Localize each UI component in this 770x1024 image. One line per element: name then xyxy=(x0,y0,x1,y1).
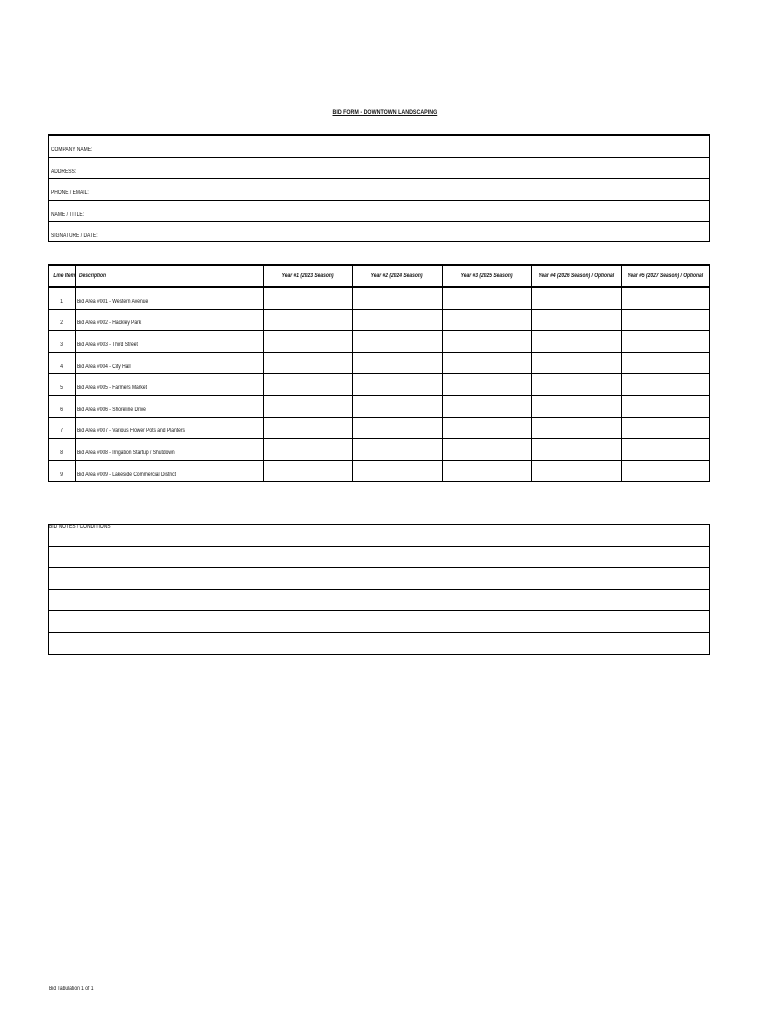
page-footer: Bid Tabulation 1 of 1 xyxy=(49,986,94,992)
line-item-number xyxy=(49,310,75,331)
line-item-description xyxy=(77,353,142,374)
address-row[interactable] xyxy=(49,158,709,180)
header-year-3-label: Year #3 (2025 Season) xyxy=(460,273,513,279)
note-line[interactable] xyxy=(49,590,709,612)
table-row xyxy=(49,418,709,440)
line-item-number xyxy=(49,288,75,309)
header-year-2 xyxy=(352,266,442,286)
line-item-description-text: Bid Area #003 - Third Street xyxy=(77,341,138,348)
line-item-number-text: 8 xyxy=(60,449,64,456)
line-items-table xyxy=(48,264,710,482)
table-row xyxy=(49,331,709,353)
line-item-number xyxy=(49,418,75,439)
table-row xyxy=(49,353,709,375)
line-item-description xyxy=(77,288,164,309)
header-year-5-label: Year #5 (2027 Season) / Optional xyxy=(627,273,703,279)
line-item-description-text: Bid Area #002 - Hackley Park xyxy=(77,320,142,327)
line-item-description xyxy=(77,418,209,439)
contact-block xyxy=(48,134,710,242)
name-title-label: NAME / TITLE: xyxy=(51,211,84,218)
bid-notes-box[interactable] xyxy=(48,524,710,655)
line-item-description xyxy=(77,396,161,417)
line-item-number-text: 2 xyxy=(60,320,64,327)
bid-notes-label: BID NOTES / CONDITIONS xyxy=(49,524,111,530)
signature-date-row[interactable] xyxy=(49,222,709,244)
line-item-description xyxy=(77,439,196,460)
line-item-description-text: Bid Area #001 - Western Avenue xyxy=(77,298,149,305)
line-item-description xyxy=(77,310,155,331)
line-item-description-text: Bid Area #005 - Farmers Market xyxy=(77,385,148,392)
document-title: BID FORM - DOWNTOWN LANDSCAPING xyxy=(332,109,438,116)
line-item-number-text: 6 xyxy=(60,406,64,413)
company-name-row[interactable] xyxy=(49,136,709,158)
note-line[interactable] xyxy=(49,633,709,655)
address-label: ADDRESS: xyxy=(51,168,77,175)
table-row xyxy=(49,461,709,483)
line-item-number xyxy=(49,461,75,483)
line-item-description-text: Bid Area #009 - Lakeside Commercial District xyxy=(77,472,176,479)
header-year-5 xyxy=(621,266,709,286)
line-item-description-text: Bid Area #007 - Various Flower Pots and Planters xyxy=(77,428,185,435)
header-year-2-label: Year #2 (2024 Season) xyxy=(371,273,423,279)
header-description-label: Description xyxy=(79,273,107,279)
line-item-number-text: 5 xyxy=(60,385,64,392)
header-year-1-label: Year #1 (2023 Season) xyxy=(281,273,334,279)
line-item-description-text: Bid Area #004 - City Hall xyxy=(77,363,131,370)
line-item-number-text: 4 xyxy=(60,363,64,370)
line-item-number-text: 9 xyxy=(60,472,64,479)
name-title-row[interactable] xyxy=(49,201,709,223)
table-header-row xyxy=(49,266,709,288)
table-row xyxy=(49,374,709,396)
line-item-description xyxy=(77,331,151,352)
company-name-label: COMPANY NAME: xyxy=(51,147,93,153)
header-line-item xyxy=(51,266,77,286)
note-line[interactable] xyxy=(49,525,709,547)
line-item-number xyxy=(49,374,75,395)
line-item-number xyxy=(49,439,75,460)
table-row xyxy=(49,396,709,418)
line-item-description xyxy=(77,461,198,483)
header-description xyxy=(79,266,112,286)
line-item-description-text: Bid Area #008 - Irrigation Startup / Shutdown xyxy=(77,449,175,456)
note-line[interactable] xyxy=(49,611,709,633)
line-item-number xyxy=(49,353,75,374)
line-item-number-text: 1 xyxy=(60,298,64,305)
line-item-description-text: Bid Area #006 - Shoreline Drive xyxy=(77,406,146,413)
line-item-number xyxy=(49,396,75,417)
header-year-3 xyxy=(442,266,531,286)
header-year-4 xyxy=(531,266,621,286)
footer-wrap xyxy=(49,977,103,995)
signature-date-label: SIGNATURE / DATE: xyxy=(51,233,98,240)
phone-email-label: PHONE / EMAIL: xyxy=(51,190,89,197)
title-wrap xyxy=(0,101,770,119)
table-row xyxy=(49,310,709,332)
line-item-number xyxy=(49,331,75,352)
table-row xyxy=(49,439,709,461)
header-year-1 xyxy=(263,266,352,286)
table-row xyxy=(49,288,709,310)
line-item-description xyxy=(77,374,162,395)
line-item-number-text: 3 xyxy=(60,341,64,348)
phone-email-row[interactable] xyxy=(49,179,709,201)
note-line[interactable] xyxy=(49,547,709,569)
header-year-4-label: Year #4 (2026 Season) / Optional xyxy=(538,273,614,279)
note-line[interactable] xyxy=(49,568,709,590)
line-item-number-text: 7 xyxy=(60,428,64,435)
header-line-item-label: Line Item xyxy=(53,273,75,279)
